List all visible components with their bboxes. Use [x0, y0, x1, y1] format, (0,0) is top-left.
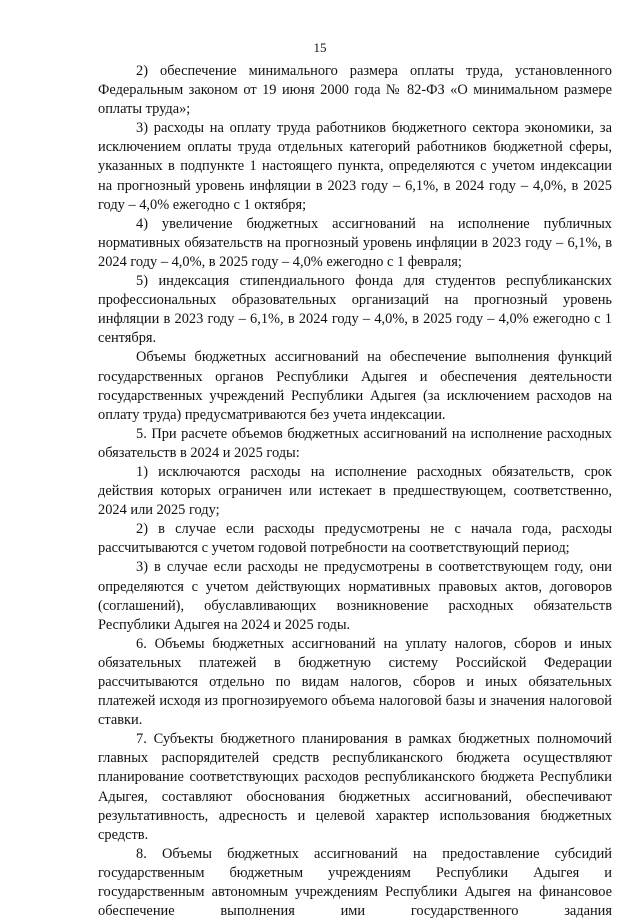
paragraph-indexation-note: Объемы бюджетных ассигнований на обеспечение выполнения функций государственных органов Республики Адыгея и обеспечения деятельности государственных учреждений Республики Адыгея (за исключением расходов на оплату труда) предусматриваются без учета индексации.	[98, 349, 612, 423]
paragraph-item-4: 4) увеличение бюджетных ассигнований на исполнение публичных нормативных обязательств на прогнозный уровень инфляции в 2023 году – 6,1%, в 2024 году – 4,0%, в 2025 году – 4,0% ежегодно с 1 февраля;	[98, 215, 612, 270]
paragraph-section-5-item-3: 3) в случае если расходы не предусмотрены в соответствующем году, они определяются с учетом действующих нормативных правовых актов, договоров (соглашений), обуславливающих возникновение расходных обязательств Республики Адыгея на 2024 и 2025 годы.	[98, 559, 612, 633]
paragraph-section-6: 6. Объемы бюджетных ассигнований на уплату налогов, сборов и иных обязательных платежей в бюджетную систему Российской Федерации рассчитываются отдельно по видам налогов, сборов и иных обязательных платежей исходя из прогнозируемого объема налоговой базы и значения налоговой ставки.	[98, 635, 612, 729]
paragraph-section-7: 7. Субъекты бюджетного планирования в рамках бюджетных полномочий главных распорядителей средств республиканского бюджета осуществляют планирование соответствующих расходов республиканского бюджета Республики Адыгея, составляют обоснования бюджетных ассигнований, обеспечивают результативность, адресность и целевой характер использования бюджетных средств.	[98, 731, 612, 843]
paragraph-item-5: 5) индексация стипендиального фонда для студентов республиканских профессиональных образовательных организаций на прогнозный уровень инфляции в 2023 году – 6,1%, в 2024 году – 4,0%, в 2025 году – 4,0% ежегодно с 1 сентября.	[98, 273, 612, 347]
paragraph-item-2: 2) обеспечение минимального размера оплаты труда, установленного Федеральным законом от 19 июня 2000 года № 82-ФЗ «О минимальном размере оплаты труда»;	[98, 63, 612, 118]
paragraph-section-5-item-2: 2) в случае если расходы предусмотрены не с начала года, расходы рассчитываются с учетом годовой потребности на соответствующий период;	[98, 521, 612, 557]
paragraph-section-8: 8. Объемы бюджетных ассигнований на предоставление субсидий государственным бюджетным учреждениям Республики Адыгея и государственным автономным учреждениям Республики Адыгея на финансовое обеспечение выполнения ими государственного задания	[98, 845, 612, 920]
paragraph-section-5-item-1: 1) исключаются расходы на исполнение расходных обязательств, срок действия которых ограничен или истекает в предшествующем, соответственно, 2024 или 2025 году;	[98, 463, 612, 519]
document-body	[98, 62, 612, 921]
paragraph-section-5: 5. При расчете объемов бюджетных ассигнований на исполнение расходных обязательств в 2024 и 2025 годы:	[98, 425, 612, 461]
paragraph-item-3: 3) расходы на оплату труда работников бюджетного сектора экономики, за исключением оплаты труда отдельных категорий работников бюджетной сферы, указанных в подпункте 1 настоящего пункта, определяются с учетом индексации на прогнозный уровень инфляции в 2023 году – 6,1%, в 2024 году – 4,0%, в 2025 году – 4,0% ежегодно с 1 октября;	[98, 120, 612, 213]
page-number: 15	[313, 40, 327, 55]
